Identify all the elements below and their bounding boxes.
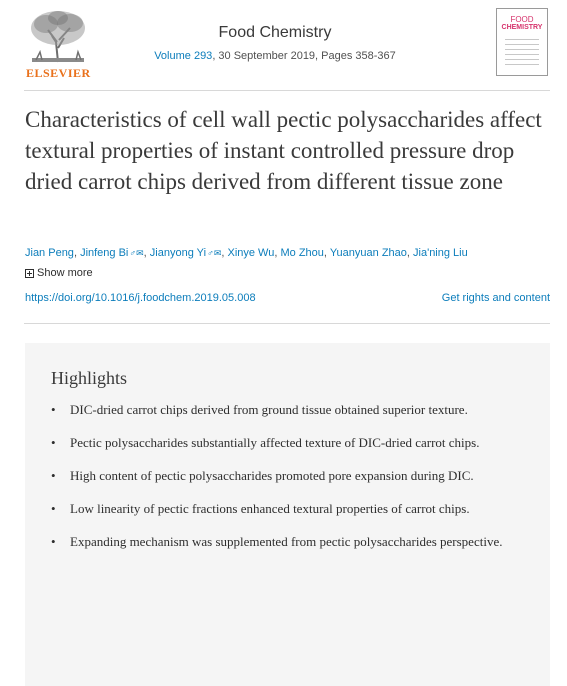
highlight-item [51, 433, 531, 453]
highlight-item [51, 466, 531, 486]
cover-text-lines [505, 39, 539, 69]
author-link[interactable]: Jianyong Yi [149, 247, 207, 259]
elsevier-wordmark: ELSEVIER [26, 66, 91, 80]
journal-title-link[interactable]: Food Chemistry [218, 24, 332, 41]
bullet-icon: • [51, 501, 56, 516]
volume-link[interactable]: Volume 293 [154, 50, 213, 62]
bullet-icon: • [51, 402, 56, 417]
journal-cover-thumbnail[interactable] [496, 8, 548, 76]
article-title: Characteristics of cell wall pectic polysaccharides affect textural properties of instant controlled pressure drop dried carrot chips derived from different tissue zone [25, 107, 542, 194]
title-divider [24, 323, 550, 324]
highlight-text: High content of pectic polysaccharides promoted pore expansion during DIC. [70, 468, 474, 483]
cover-title-line1: FOOD [510, 15, 534, 24]
citation-details: , 30 September 2019, Pages 358-367 [212, 50, 396, 62]
show-more-button[interactable] [25, 267, 93, 279]
author-link[interactable]: Yuanyuan Zhao [329, 247, 407, 259]
expand-plus-icon [25, 269, 34, 278]
author-separator: , [406, 247, 414, 259]
author-separator: , [323, 247, 330, 259]
bullet-icon: • [51, 468, 56, 483]
highlight-text: Low linearity of pectic fractions enhanced textural properties of carrot chips. [70, 501, 470, 516]
show-more-label: Show more [37, 267, 93, 279]
header-divider [24, 90, 550, 91]
author-link[interactable]: Xinye Wu [227, 247, 275, 259]
highlights-heading: Highlights [51, 368, 128, 388]
elsevier-logo[interactable] [26, 8, 90, 80]
author-separator: , [73, 247, 81, 259]
highlight-text: Expanding mechanism was supplemented from pectic polysaccharides perspective. [70, 534, 503, 549]
citation-line [130, 50, 420, 62]
author-link[interactable]: Jian Peng [25, 247, 74, 259]
author-separator: , [143, 247, 150, 259]
bullet-icon: • [51, 435, 56, 450]
highlights-section [25, 343, 550, 686]
author-separator: , [274, 247, 281, 259]
author-contact-icon[interactable]: ♂✉ [207, 248, 222, 258]
highlight-item [51, 499, 531, 519]
author-link[interactable]: Jinfeng Bi [80, 247, 129, 259]
highlight-text: DIC-dried carrot chips derived from ground tissue obtained superior texture. [70, 402, 468, 417]
doi-link[interactable]: https://doi.org/10.1016/j.foodchem.2019.05.008 [25, 292, 256, 304]
author-list [25, 245, 550, 261]
highlight-item [51, 532, 531, 552]
elsevier-tree-icon [28, 8, 88, 64]
author-link[interactable]: Mo Zhou [280, 247, 324, 259]
bullet-icon: • [51, 534, 56, 549]
rights-link[interactable]: Get rights and content [441, 292, 550, 304]
author-separator: , [221, 247, 228, 259]
author-link[interactable]: Jia'ning Liu [413, 247, 468, 259]
highlights-list [51, 400, 531, 565]
article-header [0, 0, 567, 90]
highlight-text: Pectic polysaccharides substantially affected texture of DIC-dried carrot chips. [70, 435, 480, 450]
highlight-item [51, 400, 531, 420]
author-contact-icon[interactable]: ♂✉ [129, 248, 144, 258]
cover-title-line2: CHEMISTRY [501, 24, 543, 31]
